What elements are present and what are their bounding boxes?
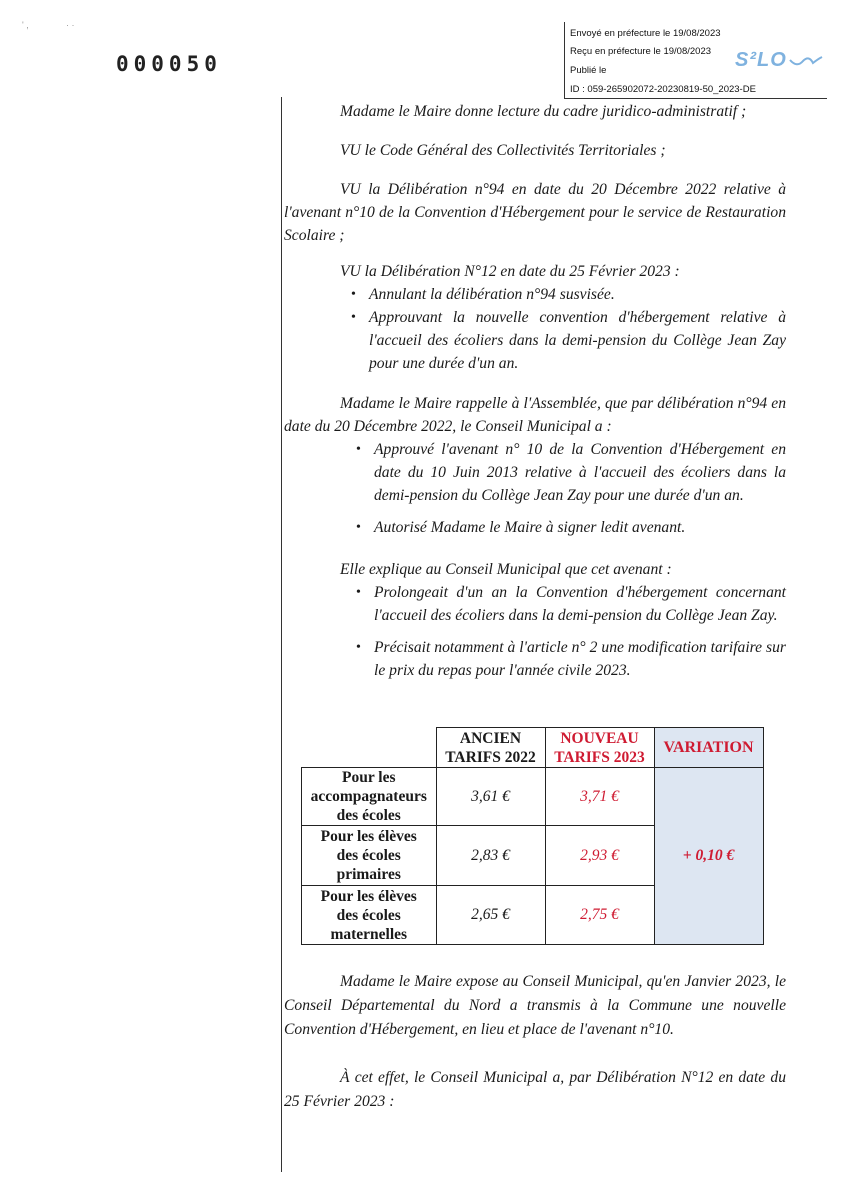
- stamp-sent-date: Envoyé en préfecture le 19/08/2023: [570, 28, 721, 39]
- ancien-value: 2,83 €: [436, 826, 545, 886]
- paragraph-explique: Elle explique au Conseil Municipal que cet avenant :: [340, 561, 672, 578]
- document-body-lower: [284, 970, 786, 1114]
- row-label: [302, 768, 437, 826]
- scan-speck: · ·: [66, 20, 75, 30]
- slo-logo: S²LO: [735, 49, 787, 71]
- row-label-line: primaires: [336, 866, 401, 883]
- row-label: [302, 826, 437, 886]
- row-label-line: accompagnateurs: [310, 788, 427, 805]
- header-ancien-line2: TARIFS 2022: [445, 748, 536, 766]
- header-variation: VARIATION: [654, 728, 763, 768]
- page-number: 000050: [116, 52, 222, 76]
- row-label-line: des écoles: [336, 847, 401, 864]
- document-body: [284, 100, 786, 682]
- rappel-list: [284, 438, 786, 539]
- scan-speck: ' ,: [22, 20, 29, 30]
- paragraph-vu-deliberation-12: VU la Délibération N°12 en date du 25 Février 2023 :: [340, 263, 680, 280]
- row-label: [302, 886, 437, 945]
- list-item: • Prolongeait d'un an la Convention d'hébergement concernant l'accueil des écoliers dans la demi-pension du Collège Jean Zay.: [374, 581, 786, 627]
- row-label-line: Pour les élèves: [320, 828, 417, 845]
- stamp-published: Publié le: [570, 65, 607, 76]
- variation-value: + 0,10 €: [654, 768, 763, 945]
- table-corner: [302, 728, 437, 768]
- nouveau-value: 3,71 €: [545, 768, 654, 826]
- paragraph-rappel: Madame le Maire rappelle à l'Assemblée, que par délibération n°94 en date du 20 Décembre 2022, le Conseil Municipal a :: [284, 395, 786, 435]
- table-row: [302, 768, 764, 826]
- header-nouveau-line1: NOUVEAU: [560, 729, 639, 747]
- paragraph-expose: Madame le Maire expose au Conseil Municipal, qu'en Janvier 2023, le Conseil Départemental du Nord a transmis à la Commune une nouvelle Convention d'Hébergement, en lieu et place de l'avenant n°10.: [284, 973, 786, 1038]
- paragraph-vu-deliberation-94: VU la Délibération n°94 en date du 20 Décembre 2022 relative à l'avenant n°10 de la Convention d'Hébergement pour le service de Restauration Scolaire ;: [284, 181, 786, 244]
- list-item: • Approuvé l'avenant n° 10 de la Convention d'Hébergement en date du 10 Juin 2013 relative à l'accueil des écoliers dans la demi-pension du Collège Jean Zay pour une durée d'un an.: [374, 438, 786, 507]
- paragraph-effet: À cet effet, le Conseil Municipal a, par Délibération N°12 en date du 25 Février 2023 :: [284, 1069, 786, 1110]
- nouveau-value: 2,93 €: [545, 826, 654, 886]
- list-item: • Autorisé Madame le Maire à signer ledit avenant.: [374, 516, 786, 539]
- row-label-line: Pour les élèves: [320, 887, 417, 905]
- header-ancien-line1: ANCIEN: [459, 729, 522, 747]
- stamp-received-date: Reçu en préfecture le 19/08/2023: [570, 46, 712, 57]
- ancien-value: 2,65 €: [436, 886, 545, 945]
- ancien-value: 3,61 €: [436, 768, 545, 826]
- avenant-list: [284, 581, 786, 682]
- list-item: • Annulant la délibération n°94 susvisée.: [369, 283, 786, 306]
- header-nouveau-line2: TARIFS 2023: [554, 748, 645, 766]
- row-label-line: Pour les: [341, 769, 396, 786]
- deliberation-12-list: [284, 283, 786, 375]
- stamp-id: ID : 059-265902072-20230819-50_2023-DE: [570, 84, 756, 95]
- row-label-line: maternelles: [330, 925, 408, 943]
- header-nouveau: [545, 728, 654, 768]
- header-ancien: [436, 728, 545, 768]
- row-label-line: des écoles: [336, 807, 401, 824]
- row-label-line: des écoles: [336, 906, 401, 924]
- paragraph-intro: Madame le Maire donne lecture du cadre juridico-administratif ;: [340, 103, 747, 120]
- paragraph-vu-cgct: VU le Code Général des Collectivités Territoriales ;: [340, 142, 666, 159]
- list-item: • Approuvant la nouvelle convention d'hébergement relative à l'accueil des écoliers dans la demi-pension du Collège Jean Zay pour une durée d'un an.: [369, 306, 786, 375]
- tarifs-table: [301, 727, 764, 945]
- nouveau-value: 2,75 €: [545, 886, 654, 945]
- prefecture-stamp: [564, 22, 827, 99]
- margin-rule: [281, 97, 282, 1172]
- list-item: • Précisait notamment à l'article n° 2 une modification tarifaire sur le prix du repas pour l'année civile 2023.: [374, 636, 786, 682]
- logo-swoosh-icon: [789, 55, 823, 69]
